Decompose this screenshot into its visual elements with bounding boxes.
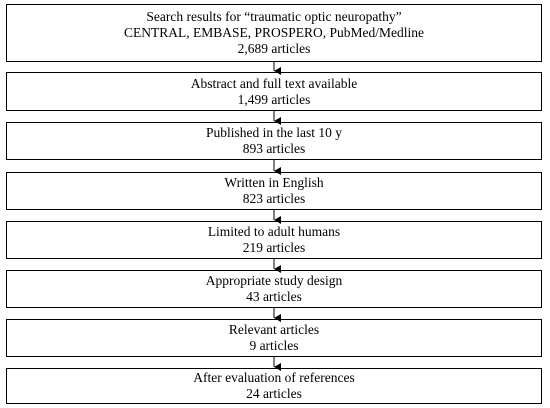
step-box-search-results [6, 4, 542, 62]
step-3-line-1: Published in the last 10 y [205, 125, 343, 140]
step-box-abstract-full-text [6, 72, 542, 111]
step-box-reference-evaluation [6, 368, 542, 404]
step-box-last-10-years [6, 122, 542, 160]
step-1-line-3: 2,689 articles [237, 41, 311, 56]
step-2-line-1: Abstract and full text available [190, 75, 358, 91]
step-box-relevant [6, 319, 542, 357]
step-4-line-2: 823 articles [242, 191, 306, 206]
step-8-line-1: After evaluation of references [193, 370, 355, 385]
step-1-line-1: Search results for “traumatic optic neuropathy” [146, 9, 402, 24]
step-6-line-1: Appropriate study design [205, 273, 343, 288]
step-5-line-2: 219 articles [242, 240, 306, 255]
step-box-study-design [6, 270, 542, 308]
step-2-line-2: 1,499 articles [237, 91, 311, 107]
step-3-line-2: 893 articles [242, 141, 306, 156]
step-1-line-2: CENTRAL, EMBASE, PROSPERO, PubMed/Medline [123, 25, 425, 40]
step-6-line-2: 43 articles [246, 289, 302, 304]
step-box-english [6, 172, 542, 210]
step-7-line-1: Relevant articles [228, 322, 320, 337]
step-8-line-2: 24 articles [246, 386, 302, 401]
step-4-line-1: Written in English [224, 175, 324, 190]
step-7-line-2: 9 articles [249, 338, 299, 353]
step-box-adult-humans [6, 221, 542, 259]
step-5-line-1: Limited to adult humans [207, 224, 341, 239]
